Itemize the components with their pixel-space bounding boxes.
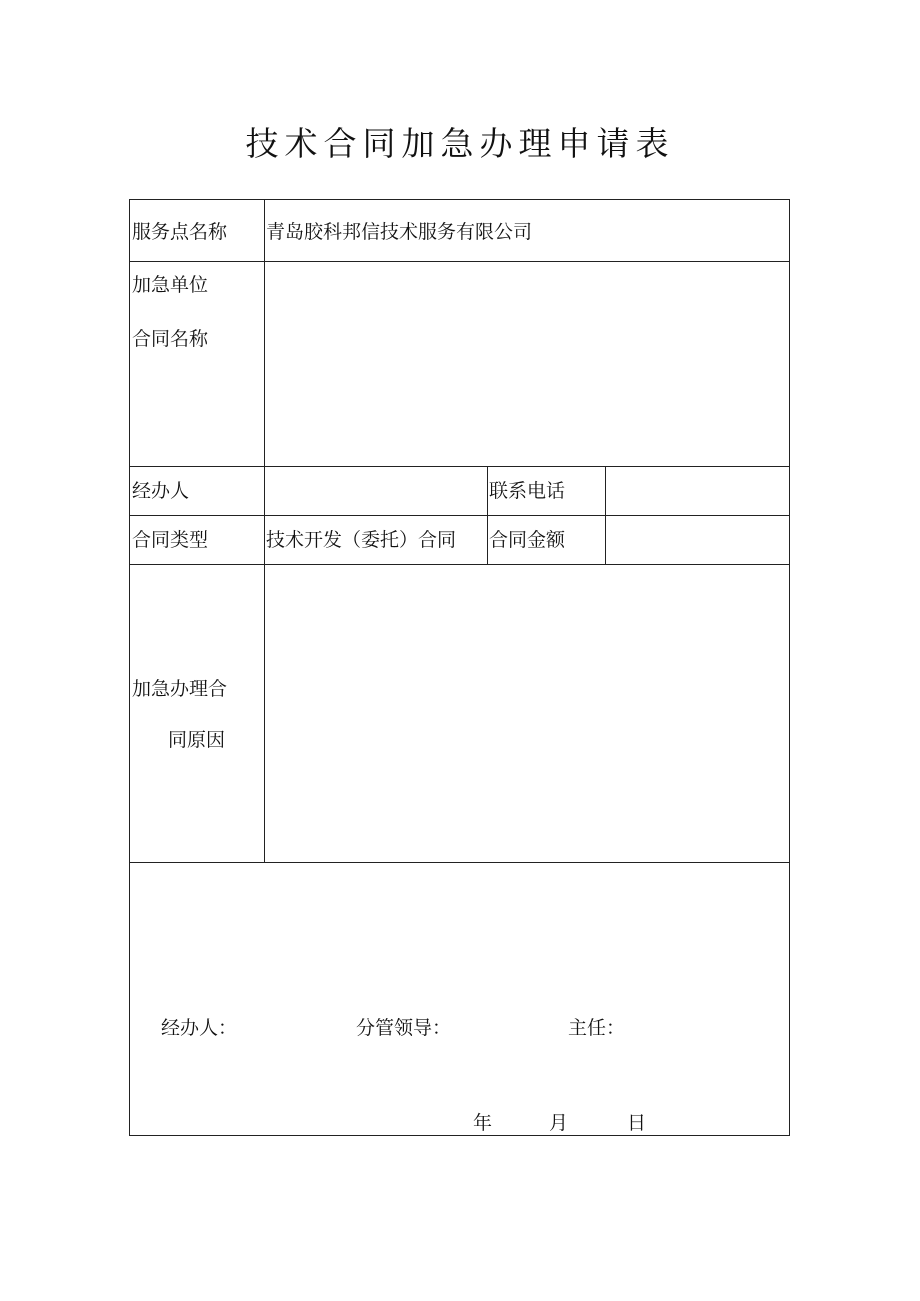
contract-type-label: 合同类型 [132, 529, 209, 551]
service-point-label: 服务点名称 [132, 221, 228, 243]
date-year-label: 年 [473, 1112, 493, 1134]
signature-leader-label: 分管领导： [356, 1017, 452, 1039]
handler-label: 经办人 [132, 480, 190, 502]
phone-label: 联系电话 [489, 480, 566, 502]
service-point-value[interactable]: 青岛胶科邦信技术服务有限公司 [266, 221, 533, 243]
column-divider [264, 200, 265, 862]
row-divider [130, 515, 789, 516]
row-divider [130, 564, 789, 565]
row-divider [130, 261, 789, 262]
row-divider [130, 862, 789, 863]
date-month-label: 月 [549, 1112, 569, 1134]
page-title: 技术合同加急办理申请表 [245, 124, 675, 163]
date-day-label: 日 [627, 1112, 647, 1134]
reason-label-line1: 加急办理合 [132, 678, 228, 700]
reason-label-line2: 同原因 [168, 729, 226, 751]
column-divider [605, 466, 606, 564]
contract-type-value[interactable]: 技术开发（委托）合同 [266, 529, 457, 551]
application-form-table [129, 199, 790, 1136]
contract-name-label: 合同名称 [132, 328, 209, 350]
signature-director-label: 主任： [568, 1017, 626, 1039]
column-divider [487, 466, 488, 564]
contract-amount-label: 合同金额 [489, 529, 566, 551]
urgent-unit-label: 加急单位 [132, 274, 209, 296]
signature-handler-label: 经办人： [161, 1017, 238, 1039]
row-divider [130, 466, 789, 467]
